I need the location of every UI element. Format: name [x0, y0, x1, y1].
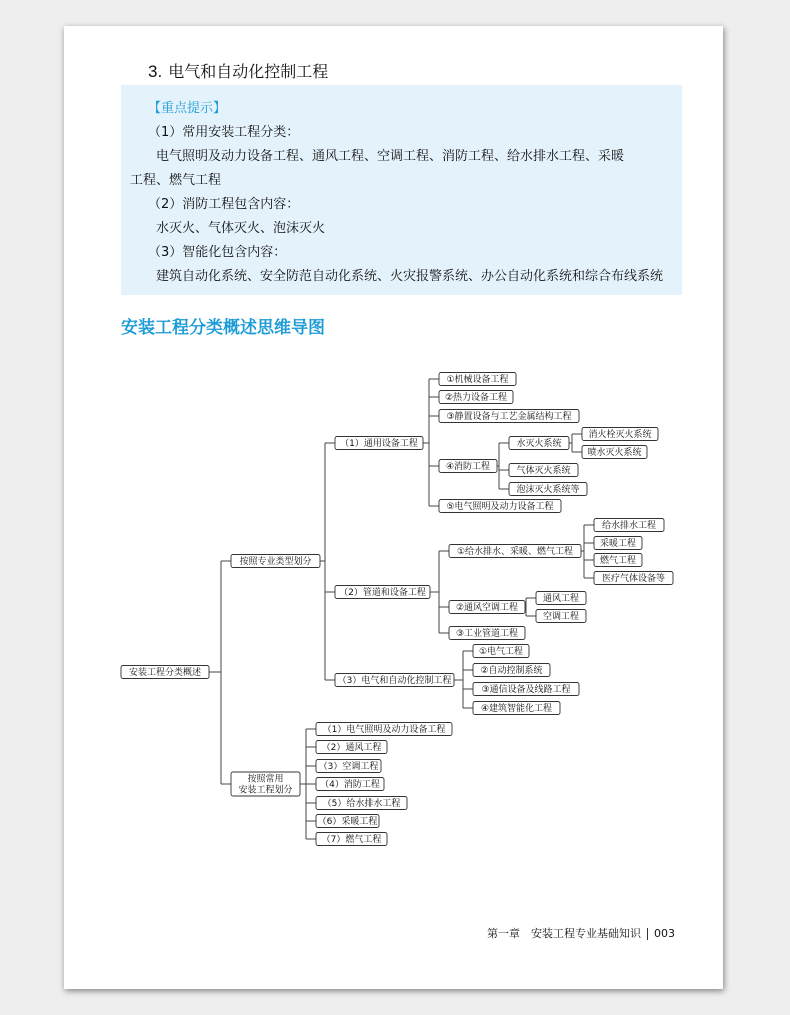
node-communication: ③通信设备及线路工程: [481, 685, 571, 696]
node-building-intelligence: ④建筑智能化工程: [480, 704, 553, 715]
node-common-4: （4）消防工程: [320, 780, 380, 791]
node-general-equipment: （1）通用设备工程: [340, 439, 418, 450]
tip-line: 工程、燃气工程: [130, 173, 222, 188]
node-gas-extinguishing: 气体灭火系统: [516, 466, 571, 477]
chapter-title: 第一章 安装工程专业基础知识: [487, 927, 641, 940]
mindmap-title: 安装工程分类概述思维导图: [121, 318, 325, 338]
node-sprinkler-system: 喷水灭火系统: [587, 448, 642, 459]
tip-line: 建筑自动化系统、安全防范自动化系统、火灾报警系统、办公自动化系统和综合布线系统: [156, 269, 664, 284]
node-common-5: （5）给水排水工程: [322, 799, 401, 810]
node-gas: 燃气工程: [599, 556, 637, 567]
mindmap-root-node: 安装工程分类概述: [128, 668, 202, 679]
footer-divider: [647, 928, 648, 940]
branch-by-common-projects: 按照常用安装工程划分: [238, 774, 293, 796]
node-hydrant-system: 消火栓灭火系统: [588, 430, 652, 441]
branch-by-specialty: 按照专业类型划分: [239, 557, 312, 568]
node-fire-protection: ④消防工程: [445, 462, 491, 473]
node-static-equipment: ③静置设备与工艺金属结构工程: [446, 412, 572, 423]
node-common-6: （6）采暖工程: [317, 817, 378, 828]
node-common-7: （7）燃气工程: [321, 835, 382, 846]
tip-line: （2）消防工程包含内容：: [148, 197, 300, 212]
node-auto-control: ②自动控制系统: [480, 666, 543, 677]
node-foam-extinguishing: 泡沫灭火系统等: [516, 485, 580, 496]
node-medical-gas: 医疗气体设备等: [601, 574, 666, 585]
node-air-conditioning: 空调工程: [542, 612, 580, 623]
node-mechanical-equipment: ①机械设备工程: [446, 375, 509, 386]
key-tips-title: 【重点提示】: [148, 101, 227, 116]
node-ventilation-ac: ②通风空调工程: [455, 603, 519, 614]
page-number: 003: [654, 927, 675, 940]
node-pipeline-equipment: （2）管道和设备工程: [339, 588, 426, 599]
tip-line: 水灭火、气体灭火、泡沫灭火: [156, 221, 326, 236]
node-water-drainage: 给水排水工程: [601, 521, 657, 532]
node-industrial-pipeline: ③工业管道工程: [455, 629, 519, 640]
tip-line: （1）常用安装工程分类：: [148, 125, 300, 140]
node-water-heating-gas: ①给水排水、采暖、燃气工程: [456, 547, 574, 558]
node-common-1: （1）电气照明及动力设备工程: [322, 725, 446, 736]
tip-line: 电气照明及动力设备工程、通风工程、空调工程、消防工程、给水排水工程、采暖: [156, 149, 625, 164]
node-electrical-automation: （3）电气和自动化控制工程: [337, 676, 452, 687]
node-ventilation: 通风工程: [542, 594, 580, 605]
tip-line: （3）智能化包含内容：: [148, 245, 287, 260]
section-number: 3.: [148, 62, 163, 81]
node-lighting-power: ⑤电气照明及动力设备工程: [446, 502, 554, 513]
node-thermal-equipment: ②热力设备工程: [444, 393, 508, 404]
node-electrical: ①电气工程: [478, 647, 524, 658]
node-common-3: （3）空调工程: [318, 762, 379, 773]
node-common-2: （2）通风工程: [321, 743, 382, 754]
node-water-extinguishing: 水灭火系统: [516, 439, 562, 450]
node-heating: 采暖工程: [599, 539, 637, 550]
page-footer: [487, 925, 675, 941]
section-title: 电气和自动化控制工程: [168, 62, 329, 81]
